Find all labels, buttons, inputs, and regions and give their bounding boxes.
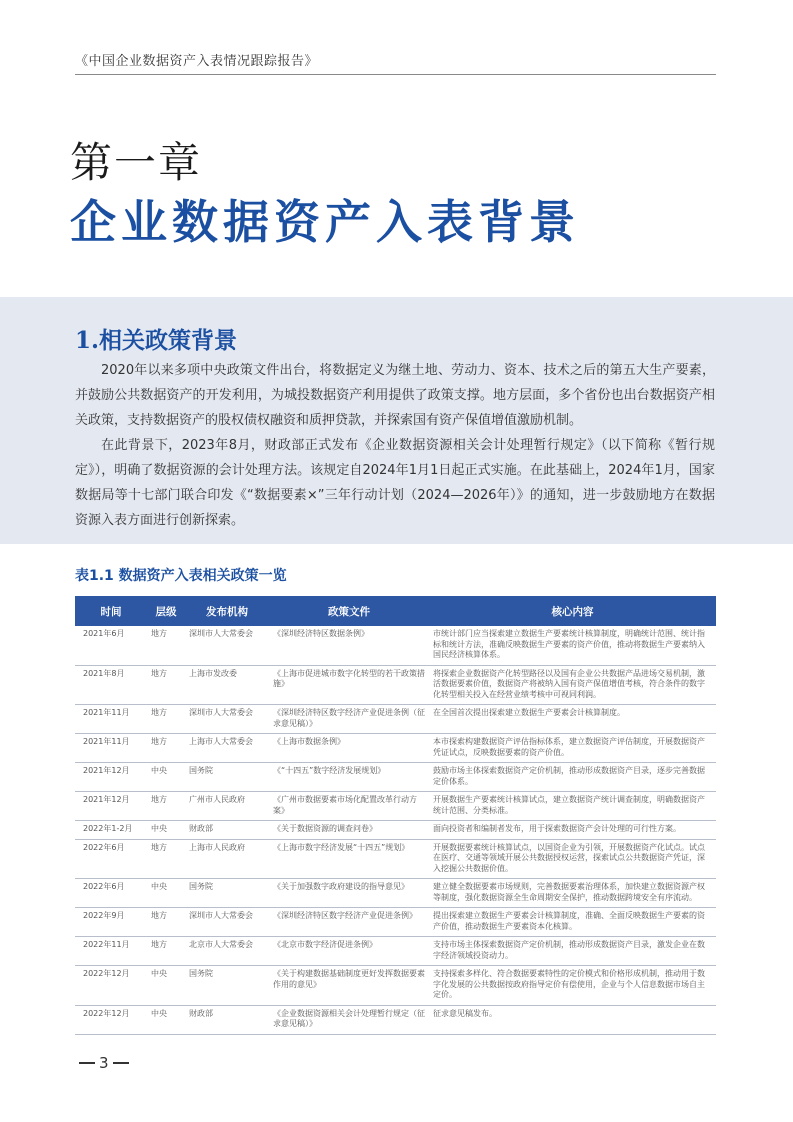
table-row <box>75 908 716 937</box>
cell-document: 《关于数据资源的调查问卷》 <box>269 821 429 840</box>
cell-org: 上海市人民政府 <box>185 839 269 879</box>
cell-document: 《关于加强数字政府建设的指导意见》 <box>269 879 429 908</box>
cell-core-content: 支持市场主体探索数据资产定价机制，推动形成数据资产目录，激发企业在数字经济领域投资动力。 <box>429 937 716 966</box>
section-heading: 1.相关政策背景 <box>75 327 238 354</box>
cell-time: 2022年12月 <box>75 966 147 1006</box>
cell-org: 广州市人民政府 <box>185 792 269 821</box>
cell-level: 中央 <box>147 879 185 908</box>
chapter-number: 第一章 <box>70 138 203 187</box>
table-row <box>75 792 716 821</box>
cell-org: 国务院 <box>185 879 269 908</box>
header-divider <box>75 74 716 75</box>
table-row <box>75 966 716 1006</box>
table-row <box>75 665 716 705</box>
cell-document: 《上海市数字经济发展“十四五”规划》 <box>269 839 429 879</box>
cell-document: 《关于构建数据基础制度更好发挥数据要素作用的意见》 <box>269 966 429 1006</box>
table-row <box>75 879 716 908</box>
cell-document: 《企业数据资源相关会计处理暂行规定（征求意见稿）》 <box>269 1005 429 1034</box>
page-number-dash-left <box>79 1062 95 1064</box>
cell-core-content: 支持探索多样化、符合数据要素特性的定价模式和价格形成机制，推动用于数字化发展的公共数据按政府指导定价有偿使用，企业与个人信息数据市场自主定价。 <box>429 966 716 1006</box>
cell-time: 2022年11月 <box>75 937 147 966</box>
cell-core-content: 本市探索构建数据资产评估指标体系，建立数据资产评估制度，开展数据资产凭证试点，反映数据要素的资产价值。 <box>429 734 716 763</box>
cell-document: 《上海市数据条例》 <box>269 734 429 763</box>
cell-time: 2022年1-2月 <box>75 821 147 840</box>
cell-time: 2021年12月 <box>75 792 147 821</box>
cell-time: 2021年6月 <box>75 626 147 665</box>
cell-org: 深圳市人大常委会 <box>185 626 269 665</box>
cell-time: 2021年12月 <box>75 763 147 792</box>
cell-core-content: 市统计部门应当探索建立数据生产要素统计核算制度，明确统计范围、统计指标和统计方法，准确反映数据生产要素的资产价值，推动将数据生产要素纳入国民经济核算体系。 <box>429 626 716 665</box>
column-header-core-content: 核心内容 <box>429 596 716 626</box>
cell-level: 地方 <box>147 937 185 966</box>
table-row <box>75 1005 716 1034</box>
table-header-row <box>75 596 716 626</box>
cell-core-content: 开展数据生产要素统计核算试点，建立数据资产统计调查制度，明确数据资产统计范围、分类标准。 <box>429 792 716 821</box>
paragraph-1: 2020年以来多项中央政策文件出台，将数据定义为继土地、劳动力、资本、技术之后的第五大生产要素，并鼓励公共数据资产的开发利用，为城投数据资产利用提供了政策支撑。地方层面，多个省份也出台数据资产相关政策，支持数据资产的股权债权融资和质押贷款，并探索国有资产保值增值激励机制。 <box>75 363 715 428</box>
cell-org: 深圳市人大常委会 <box>185 705 269 734</box>
cell-time: 2021年8月 <box>75 665 147 705</box>
cell-level: 中央 <box>147 763 185 792</box>
cell-document: 《深圳经济特区数字经济产业促进条例》 <box>269 908 429 937</box>
cell-core-content: 鼓励市场主体探索数据资产定价机制，推动形成数据资产目录，逐步完善数据定价体系。 <box>429 763 716 792</box>
cell-org: 北京市人大常委会 <box>185 937 269 966</box>
cell-level: 地方 <box>147 839 185 879</box>
cell-org: 财政部 <box>185 821 269 840</box>
table-row <box>75 937 716 966</box>
cell-org: 深圳市人大常委会 <box>185 908 269 937</box>
cell-level: 地方 <box>147 665 185 705</box>
page-number-dash-right <box>113 1062 129 1064</box>
cell-org: 国务院 <box>185 763 269 792</box>
cell-core-content: 开展数据要素统计核算试点，以国资企业为引领，开展数据资产化试点。试点在医疗、交通等领域开展公共数据授权运营，探索试点公共数据资产凭证，深入挖掘公共数据价值。 <box>429 839 716 879</box>
cell-core-content: 在全国首次提出探索建立数据生产要素会计核算制度。 <box>429 705 716 734</box>
column-header-time: 时间 <box>75 596 147 626</box>
table-row <box>75 734 716 763</box>
running-header: 《中国企业数据资产入表情况跟踪报告》 <box>75 54 319 69</box>
page-number-value: 3 <box>99 1054 109 1072</box>
cell-org: 财政部 <box>185 1005 269 1034</box>
cell-core-content: 征求意见稿发布。 <box>429 1005 716 1034</box>
cell-core-content: 将探索企业数据资产化转型路径以及国有企业公共数据产品进场交易机制，激活数据要素价值，数据资产将被纳入国有资产保值增值考核，符合条件的数字化转型相关投入在经营业绩考核中可视同利润。 <box>429 665 716 705</box>
cell-core-content: 面向投资者和编制者发布，用于探索数据资产会计处理的可行性方案。 <box>429 821 716 840</box>
table-caption: 表1.1 数据资产入表相关政策一览 <box>75 568 287 584</box>
policy-table <box>75 596 716 1035</box>
table-row <box>75 821 716 840</box>
column-header-level: 层级 <box>147 596 185 626</box>
cell-time: 2022年6月 <box>75 839 147 879</box>
cell-level: 地方 <box>147 626 185 665</box>
cell-level: 地方 <box>147 908 185 937</box>
cell-time: 2022年9月 <box>75 908 147 937</box>
column-header-org: 发布机构 <box>185 596 269 626</box>
cell-document: 《上海市促进城市数字化转型的若干政策措施》 <box>269 665 429 705</box>
table-row <box>75 763 716 792</box>
table-row <box>75 705 716 734</box>
cell-org: 上海市人大常委会 <box>185 734 269 763</box>
cell-level: 中央 <box>147 821 185 840</box>
cell-document: 《广州市数据要素市场化配置改革行动方案》 <box>269 792 429 821</box>
cell-time: 2022年12月 <box>75 1005 147 1034</box>
table-row <box>75 626 716 665</box>
cell-core-content: 建立健全数据要素市场规则，完善数据要素治理体系，加快建立数据资源产权等制度，强化数据资源全生命周期安全保护，推动数据跨境安全有序流动。 <box>429 879 716 908</box>
cell-document: 《“十四五”数字经济发展规划》 <box>269 763 429 792</box>
cell-time: 2022年6月 <box>75 879 147 908</box>
cell-level: 地方 <box>147 734 185 763</box>
page-number <box>75 1054 133 1072</box>
cell-document: 《北京市数字经济促进条例》 <box>269 937 429 966</box>
cell-time: 2021年11月 <box>75 705 147 734</box>
cell-org: 国务院 <box>185 966 269 1006</box>
chapter-title: 企业数据资产入表背景 <box>70 195 580 249</box>
cell-time: 2021年11月 <box>75 734 147 763</box>
cell-level: 地方 <box>147 792 185 821</box>
cell-document: 《深圳经济特区数据条例》 <box>269 626 429 665</box>
cell-level: 地方 <box>147 705 185 734</box>
cell-level: 中央 <box>147 1005 185 1034</box>
cell-org: 上海市发改委 <box>185 665 269 705</box>
paragraph-2: 在此背景下，2023年8月，财政部正式发布《企业数据资源相关会计处理暂行规定》（以下简称《暂行规定》），明确了数据资源的会计处理方法。该规定自2024年1月1日起正式实施。在此基础上，2024年1月，国家数据局等十七部门联合印发《“数据要素×”三年行动计划（2024—2026年）》的通知，进一步鼓励地方在数据资源入表方面进行创新探索。 <box>75 438 715 528</box>
table-row <box>75 839 716 879</box>
cell-document: 《深圳经济特区数字经济产业促进条例（征求意见稿）》 <box>269 705 429 734</box>
cell-level: 中央 <box>147 966 185 1006</box>
cell-core-content: 提出探索建立数据生产要素会计核算制度，准确、全面反映数据生产要素的资产价值，推动数据生产要素资本化核算。 <box>429 908 716 937</box>
column-header-document: 政策文件 <box>269 596 429 626</box>
